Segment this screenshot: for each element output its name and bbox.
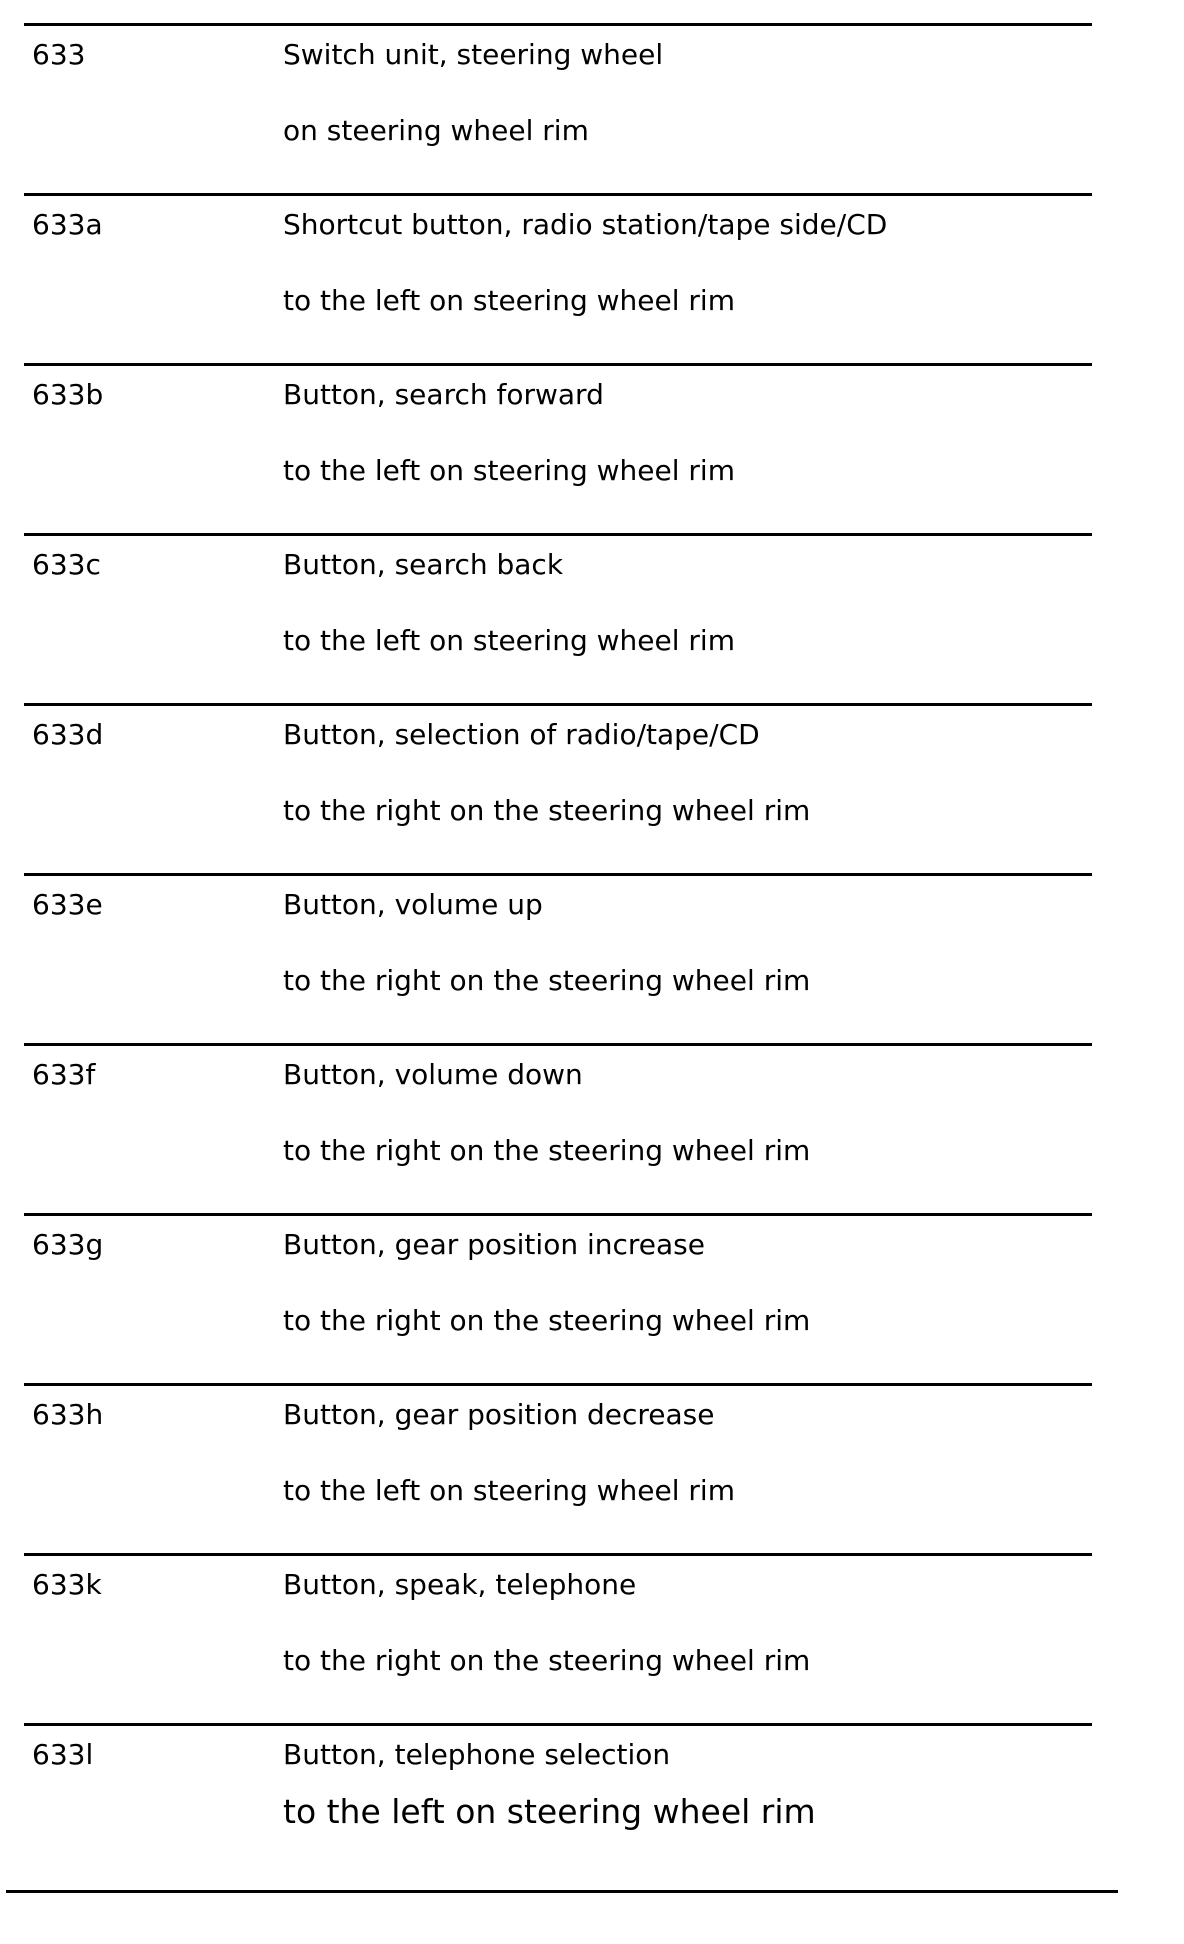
table-bottom-rule (6, 1890, 1118, 1893)
part-description: Button, gear position increase (283, 1228, 705, 1261)
table-row (24, 1553, 1092, 1723)
part-description: Button, gear position decrease (283, 1398, 715, 1431)
part-location: to the left on steering wheel rim (283, 1792, 816, 1831)
part-description: Button, volume down (283, 1058, 583, 1091)
part-code: 633k (32, 1568, 102, 1601)
part-location: to the right on the steering wheel rim (283, 964, 811, 997)
table-row (24, 193, 1092, 363)
part-location: to the left on steering wheel rim (283, 1474, 735, 1507)
part-description: Button, speak, telephone (283, 1568, 637, 1601)
part-code: 633l (32, 1738, 94, 1771)
part-description: Button, search forward (283, 378, 604, 411)
table-row (24, 1043, 1092, 1213)
part-location: to the left on steering wheel rim (283, 284, 735, 317)
part-description: Switch unit, steering wheel (283, 38, 664, 71)
part-code: 633a (32, 208, 103, 241)
part-location: to the right on the steering wheel rim (283, 1644, 811, 1677)
table-row (24, 703, 1092, 873)
part-code: 633b (32, 378, 104, 411)
part-location: to the right on the steering wheel rim (283, 1134, 811, 1167)
part-code: 633f (32, 1058, 96, 1091)
part-code: 633e (32, 888, 103, 921)
table-row (24, 533, 1092, 703)
part-description: Button, telephone selection (283, 1738, 671, 1771)
part-location: to the right on the steering wheel rim (283, 1304, 811, 1337)
table-row (24, 1213, 1092, 1383)
part-description: Button, search back (283, 548, 564, 581)
part-location: to the right on the steering wheel rim (283, 794, 811, 827)
table-row (24, 23, 1092, 193)
part-code: 633 (32, 38, 86, 71)
part-description: Button, selection of radio/tape/CD (283, 718, 760, 751)
table-row (24, 1383, 1092, 1553)
table-row (24, 1723, 1092, 1893)
part-code: 633h (32, 1398, 104, 1431)
part-code: 633g (32, 1228, 104, 1261)
part-description: Button, volume up (283, 888, 543, 921)
part-description: Shortcut button, radio station/tape side/CD (283, 208, 888, 241)
table-row (24, 873, 1092, 1043)
table-row (24, 363, 1092, 533)
part-location: to the left on steering wheel rim (283, 454, 735, 487)
part-code: 633c (32, 548, 101, 581)
part-code: 633d (32, 718, 104, 751)
part-location: on steering wheel rim (283, 114, 589, 147)
part-location: to the left on steering wheel rim (283, 624, 735, 657)
